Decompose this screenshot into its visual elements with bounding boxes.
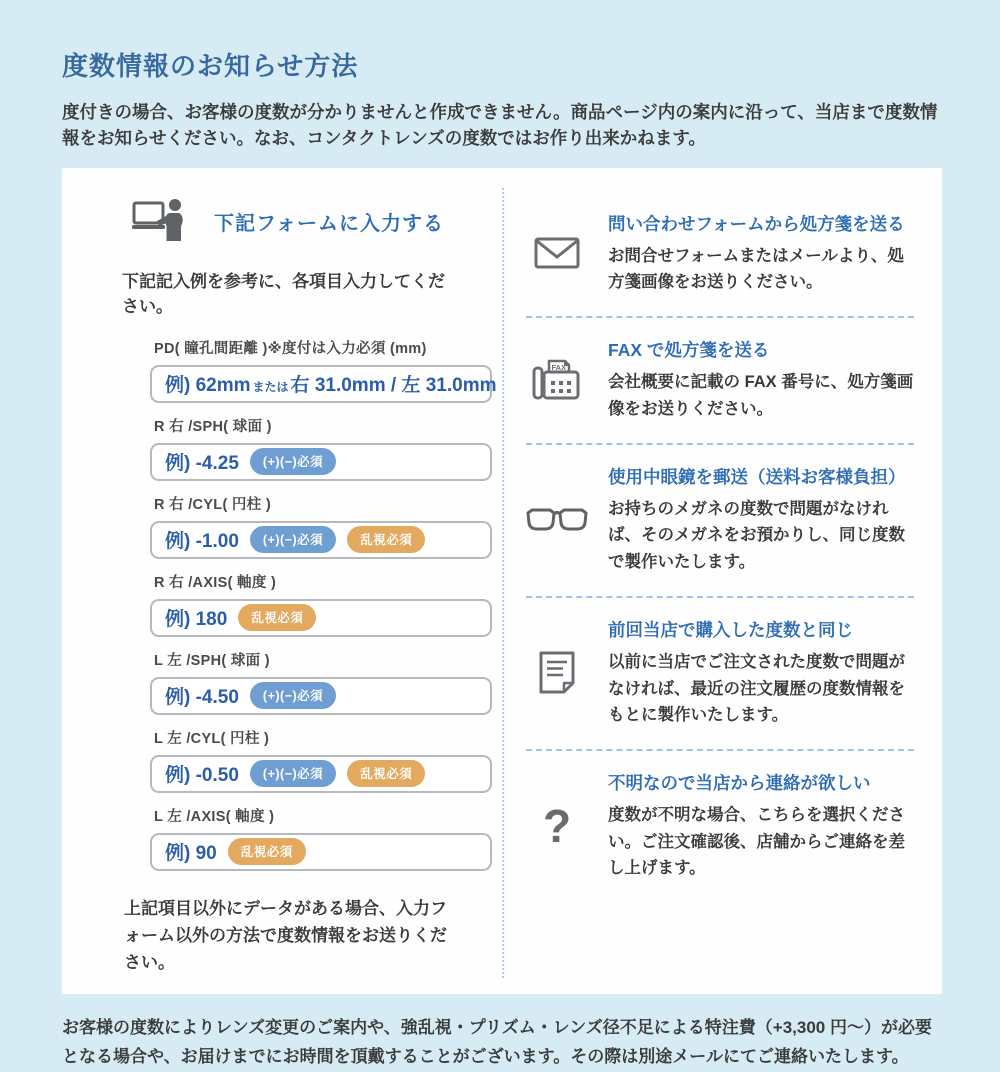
question-mark-icon: ? [542, 799, 572, 852]
svg-text:FAX: FAX [551, 362, 567, 372]
value-part: 例) 62mm [165, 375, 251, 396]
methods-column [502, 190, 942, 977]
method-icon-slot [526, 506, 588, 534]
field-example-value [165, 370, 496, 397]
method-item [526, 443, 914, 596]
value-part: 例) -0.50 [165, 765, 239, 786]
value-part: 例) -4.50 [165, 687, 239, 708]
method-body: 会社概要に記載の FAX 番号に、処方箋画像をお送りください。 [608, 373, 914, 418]
required-badge: (+)(−)必須 [250, 526, 336, 553]
required-badge: (+)(−)必須 [250, 760, 336, 787]
method-heading: FAX で処方箋を送る [608, 340, 770, 361]
required-badge: 乱視必須 [347, 526, 425, 553]
form-heading: 下記フォームに入力する [214, 212, 444, 235]
method-text [608, 337, 914, 422]
method-text [608, 770, 914, 881]
method-text [608, 617, 914, 728]
method-item [526, 192, 914, 317]
method-text [608, 464, 914, 575]
intro-text: 度付きの場合、お客様の度数が分かりませんと作成できません。商品ページ内の案内に沿って、当店まで度数情報をお知らせください。なお、コンタクトレンズの度数ではお作り出来かねます。 [62, 102, 938, 149]
field-label: L 左 /SPH( 球面 ) [154, 652, 270, 669]
field-group [150, 649, 492, 715]
required-badge: (+)(−)必須 [250, 682, 336, 709]
footer-note: お客様の度数によりレンズ変更のご案内や、強乱視・プリズム・レンズ径不足による特注費（+3,300 円～）が必要となる場合や、お届けまでにお時間を頂戴することがございます。その際は別途メールにてご連絡いたします。 [62, 1018, 932, 1066]
field-group [150, 727, 492, 793]
field-label: R 右 /AXIS( 軸度 ) [154, 574, 277, 591]
method-icon-slot [526, 651, 588, 695]
form-note: 上記項目以外にデータがある場合、入力フォーム以外の方法で度数情報をお送りください。 [124, 898, 447, 972]
form-column [62, 190, 502, 977]
field-label: R 右 /SPH( 球面 ) [154, 418, 272, 435]
field-example-box[interactable] [150, 521, 492, 559]
field-label: PD( 瞳孔間距離 )※度付は入力必須 (mm) [154, 340, 427, 357]
field-example-box[interactable] [150, 755, 492, 793]
field-example-box[interactable] [150, 599, 492, 637]
person-at-screen-icon-slot [132, 196, 188, 247]
glasses-icon [526, 506, 588, 534]
value-part-small: または [252, 380, 289, 394]
required-badge: 乱視必須 [347, 760, 425, 787]
field-example-value [165, 448, 239, 475]
method-item [526, 749, 914, 902]
required-badge: 乱視必須 [228, 838, 306, 865]
method-heading: 不明なので当店から連絡が欲しい [608, 773, 871, 794]
value-part: 例) 90 [165, 843, 217, 864]
fax-icon [532, 358, 582, 402]
field-example-value [165, 838, 217, 865]
page-title: 度数情報のお知らせ方法 [62, 51, 359, 81]
method-body: 度数が不明な場合、こちらを選択ください。ご注文確認後、店舗からご連絡を差し上げます。 [608, 806, 905, 878]
value-part: 例) 180 [165, 609, 228, 630]
field-group [150, 571, 492, 637]
field-group [150, 493, 492, 559]
value-part: 例) -4.25 [165, 453, 239, 474]
method-item [526, 316, 914, 443]
field-group [150, 415, 492, 481]
method-heading: 前回当店で購入した度数と同じ [608, 620, 853, 641]
field-label: L 左 /AXIS( 軸度 ) [154, 808, 275, 825]
mail-icon [534, 237, 580, 269]
method-icon-slot [526, 237, 588, 269]
form-instruction: 下記記入例を参考に、各項目入力してください。 [122, 271, 445, 316]
value-part: 右 31.0mm / 左 31.0mm [290, 375, 497, 396]
field-example-value [165, 760, 239, 787]
document-icon [537, 651, 577, 695]
method-heading: 問い合わせフォームから処方箋を送る [608, 213, 905, 234]
field-group [150, 337, 497, 403]
method-text [608, 211, 914, 296]
field-example-value [165, 526, 239, 553]
field-example-box[interactable] [150, 833, 492, 871]
method-heading: 使用中眼鏡を郵送（送料お客様負担） [608, 467, 906, 488]
form-header [132, 196, 454, 247]
method-item [526, 596, 914, 749]
method-body: お持ちのメガネの度数で問題がなければ、そのメガネをお預かりし、同じ度数で製作いたします。 [608, 500, 905, 571]
field-example-box[interactable] [150, 365, 497, 403]
method-icon-slot [526, 799, 588, 852]
required-badge: (+)(−)必須 [250, 448, 336, 475]
info-card [62, 168, 942, 995]
value-part: 例) -1.00 [165, 531, 239, 552]
method-icon-slot [526, 358, 588, 402]
field-group [150, 805, 492, 871]
field-example-box[interactable] [150, 677, 492, 715]
person-at-screen-icon [132, 196, 188, 242]
method-body: お問合せフォームまたはメールより、処方箋画像をお送りください。 [608, 246, 904, 291]
field-example-value [165, 682, 239, 709]
method-body: 以前に当店でご注文された度数で問題がなければ、最近の注文履歴の度数情報をもとに製作いたします。 [608, 653, 905, 725]
column-divider [502, 188, 504, 979]
field-label: L 左 /CYL( 円柱 ) [154, 730, 270, 747]
field-label: R 右 /CYL( 円柱 ) [154, 496, 271, 513]
field-example-box[interactable] [150, 443, 492, 481]
required-badge: 乱視必須 [238, 604, 316, 631]
field-example-value [165, 604, 227, 631]
form-fields [150, 337, 497, 871]
